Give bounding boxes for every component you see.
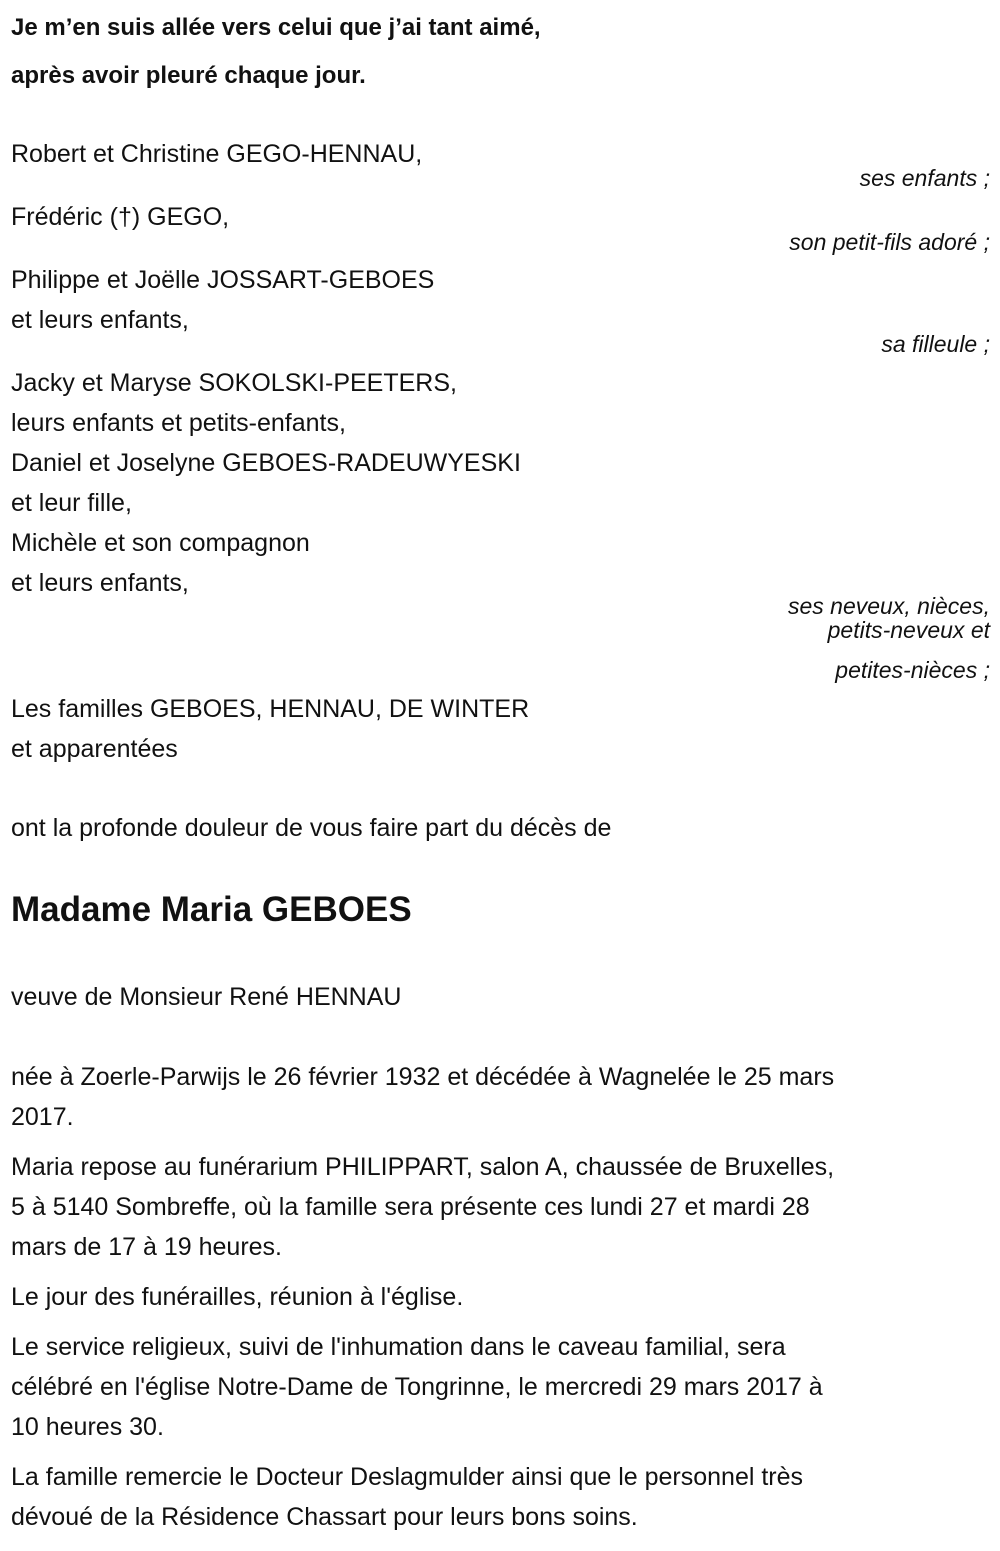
text-line: 2017.: [11, 1103, 74, 1131]
family-member: Jacky et Maryse SOKOLSKI-PEETERS,: [11, 369, 457, 397]
widow-of: veuve de Monsieur René HENNAU: [11, 983, 402, 1011]
text-line: 10 heures 30.: [11, 1413, 164, 1441]
relation-label: ses neveux, nièces,: [787, 593, 990, 619]
family-member: Robert et Christine GEGO-HENNAU,: [11, 140, 423, 168]
relation-label: petites-nièces ;: [835, 657, 990, 683]
text-line: célébré en l'église Notre-Dame de Tongrinne, le mercredi 29 mars 2017 à: [11, 1373, 823, 1401]
text-line: 5 à 5140 Sombreffe, où la famille sera présente ces lundi 27 et mardi 28: [11, 1193, 810, 1221]
text-line: dévoué de la Résidence Chassart pour leurs bons soins.: [11, 1503, 638, 1531]
epigraph-line: Je m’en suis allée vers celui que j’ai tant aimé,: [11, 14, 541, 41]
announcement: ont la profonde douleur de vous faire part du décès de: [11, 814, 612, 842]
relation-label: ses enfants ;: [859, 165, 990, 191]
relation-label: petits-neveux et: [827, 617, 990, 643]
family-member: Les familles GEBOES, HENNAU, DE WINTER: [11, 695, 530, 723]
relation-label: sa filleule ;: [881, 331, 990, 357]
relation-label: son petit-fils adoré ;: [789, 229, 990, 255]
family-member: et leurs enfants,: [11, 569, 189, 597]
text-line: La famille remercie le Docteur Deslagmulder ainsi que le personnel très: [11, 1463, 804, 1491]
family-member: Michèle et son compagnon: [11, 529, 310, 557]
family-member: et leur fille,: [11, 489, 132, 517]
family-member: Frédéric (†) GEGO,: [11, 203, 230, 231]
family-member: Philippe et Joëlle JOSSART-GEBOES: [11, 266, 435, 294]
text-line: mars de 17 à 19 heures.: [11, 1233, 282, 1261]
family-member: Daniel et Joselyne GEBOES-RADEUWYESKI: [11, 449, 521, 477]
family-member: et leurs enfants,: [11, 306, 189, 334]
deceased-name: Madame Maria GEBOES: [11, 890, 412, 929]
meeting-paragraph: Le jour des funérailles, réunion à l'église.: [11, 1283, 464, 1311]
family-member: leurs enfants et petits-enfants,: [11, 409, 346, 437]
text-line: née à Zoerle-Parwijs le 26 février 1932 et décédée à Wagnelée le 25 mars: [11, 1063, 835, 1091]
family-member: et apparentées: [11, 735, 178, 763]
text-line: Maria repose au funérarium PHILIPPART, salon A, chaussée de Bruxelles,: [11, 1153, 835, 1181]
epigraph-line: après avoir pleuré chaque jour.: [11, 62, 366, 89]
text-line: Le service religieux, suivi de l'inhumation dans le caveau familial, sera: [11, 1333, 786, 1361]
